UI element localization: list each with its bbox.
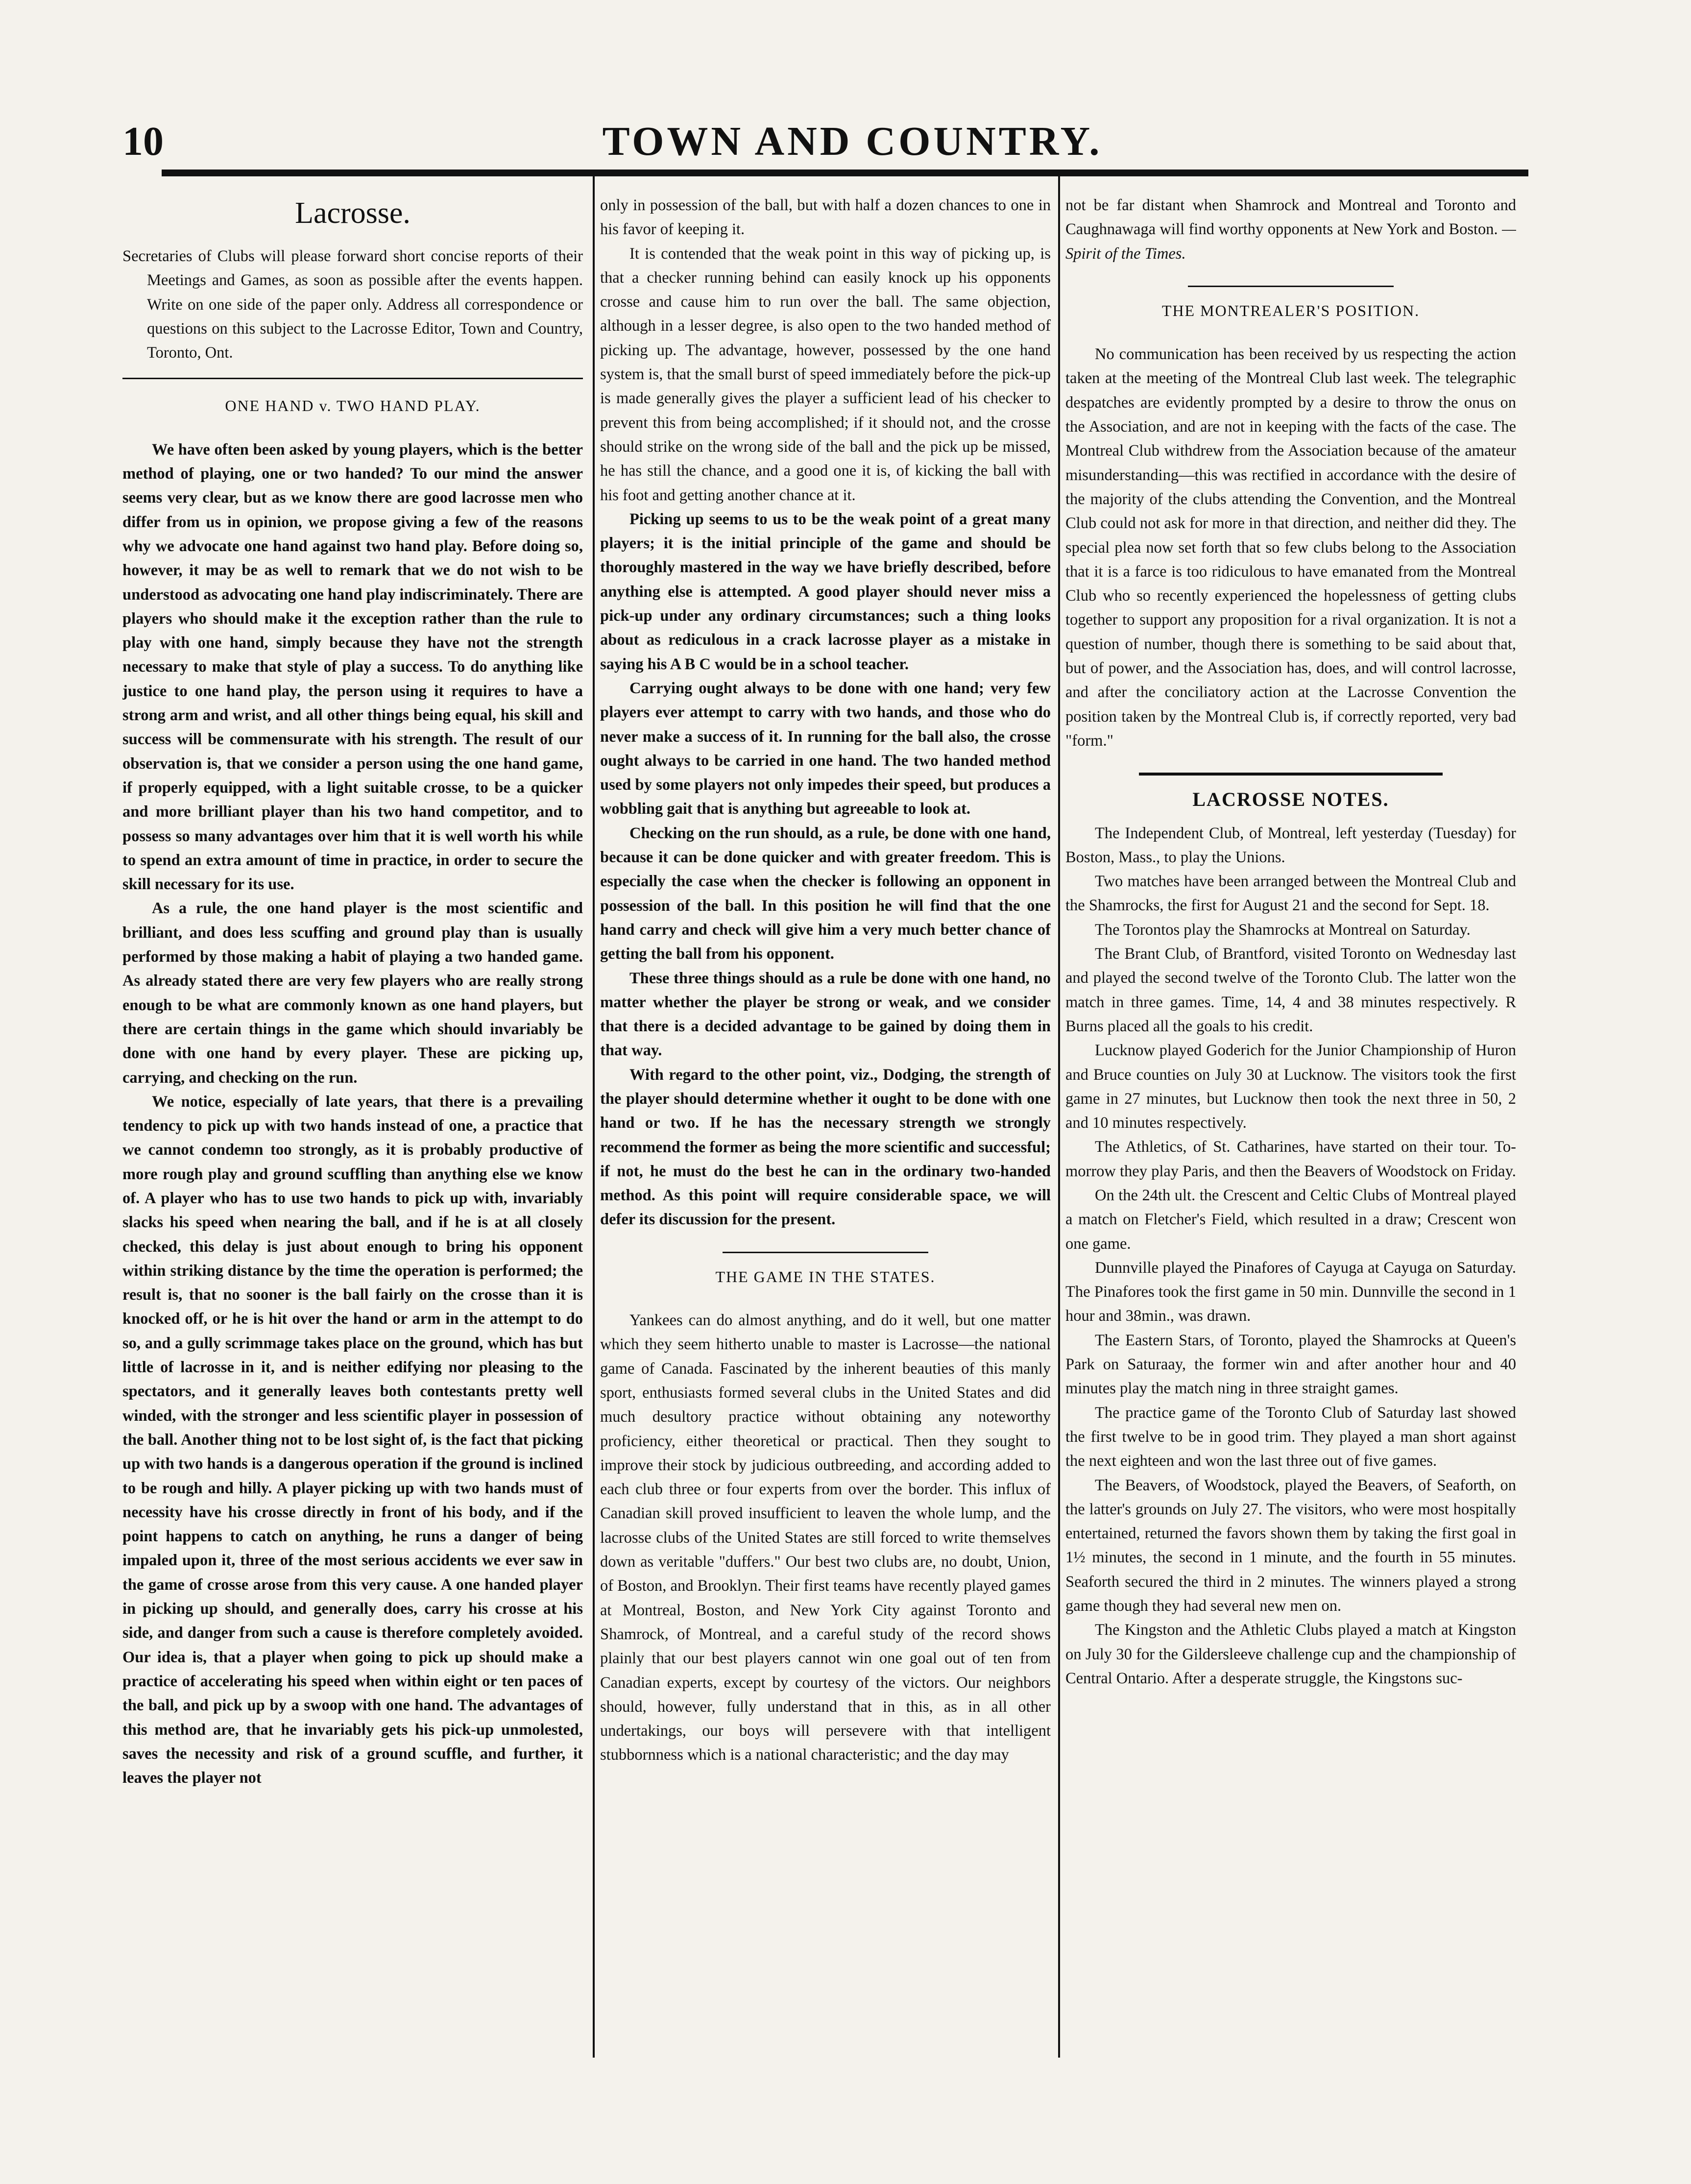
note-item: Two matches have been arranged between the Montreal Club and the Shamrocks, the first for August 21 and the second for Sept. 18. (1065, 873, 1516, 915)
continuation-body: not be far distant when Shamrock and Montreal and Toronto and Caughnawaga will find worthy opponents at New York and Boston. (1065, 196, 1516, 239)
note-item: The practice game of the Toronto Club of Saturday last showed the first twelve to be in good trim. They played a man short against the next eighteen and won the last three out of five games. (1065, 1404, 1516, 1470)
article-paragraph: As a rule, the one hand player is the most scientific and brilliant, and does less scuffing and ground play than is usually performed by those making a habit of playing a two handed game. As already stated there are very few players who are really strong enough to be what are commonly known as one hand players, but there are certain things in the game which should invariably be done with one hand by every player. These are picking up, carrying, and checking on the run. (122, 899, 583, 1087)
article-paragraph: With regard to the other point, viz., Dodging, the strength of the player should determine whether it ought to be done with one hand or two. If he has the necessary strength we strongly recommend the former as being the more scientific and successful; if not, he must do the best he can in the ordinary two-handed method. As this point will require considerable space, we will defer its discussion for the present. (600, 1066, 1051, 1229)
article-paragraph: only in possession of the ball, but with half a dozen chances to one in his favor of keeping it. (600, 196, 1051, 239)
section-separator (1139, 773, 1443, 776)
column-1 (122, 194, 583, 2104)
article-paragraph: It is contended that the weak point in this way of picking up, is that a checker running behind can easily knock up his opponents crosse and cause him to run over the ball. The same objection, although in a lesser degree, is also open to the two handed method of picking up. The advantage, however, possessed by the one hand system is, that the small burst of speed immediately before the pick-up is made generally gives the player a sufficient lead of his checker to prevent this from being accomplished; if it should not, and the crosse should strike on the wrong side of the ball and the pick up be missed, he has still the chance, and a good one it is, of kicking the ball with his foot and getting another chance at it. (600, 244, 1051, 504)
continuation-text (1065, 194, 1516, 266)
page-number: 10 (122, 119, 164, 164)
column-divider-1 (593, 176, 595, 2058)
note-item: Dunnville played the Pinafores of Cayuga at Cayuga on Saturday. The Pinafores took the first game in 50 min. Dunnville the second in 1 hour and 38min., was drawn. (1065, 1259, 1516, 1325)
section-title-montrealer: THE MONTREALER'S POSITION. (1161, 301, 1420, 319)
editorial-notice (122, 244, 583, 379)
section-separator (723, 1252, 928, 1253)
masthead-title: TOWN AND COUNTRY. (602, 119, 1103, 164)
note-item: The Athletics, of St. Catharines, have started on their tour. To-morrow they play Paris, and then the Beavers of Woodstock on Friday. (1065, 1138, 1516, 1180)
note-item: The Kingston and the Athletic Clubs played a match at Kingston on July 30 for the Gildersleeve challenge cup and the championship of Central Ontario. After a desperate struggle, the Kingstons suc- (1065, 1621, 1516, 1687)
note-item: Lucknow played Goderich for the Junior Championship of Huron and Bruce counties on July 30 at Lucknow. The visitors took the first game in 27 minutes, but Lucknow then took the next three in 50, 2 and 10 minutes respectively. (1065, 1042, 1516, 1132)
article-paragraph: Carrying ought always to be done with one hand; very few players ever attempt to carry with two hands, and those who do never make a success of it. In running for the ball also, the crosse ought always to be carried in one hand. The two handed method used by some players not only impedes their speed, but produces a wobbling gait that is anything but agreeable to look at. (600, 679, 1051, 818)
note-item: The Brant Club, of Brantford, visited Toronto on Wednesday last and played the second twelve of the Toronto Club. The latter won the match in three games. Time, 14, 4 and 38 minutes respectively. R Burns placed all the goals to his credit. (1065, 945, 1516, 1035)
note-item: The Torontos play the Shamrocks at Montreal on Saturday. (1095, 921, 1471, 939)
lacrosse-title: Lacrosse. (295, 196, 411, 230)
continuation-source: —Spirit of the Times. (1065, 220, 1516, 263)
note-item: On the 24th ult. the Crescent and Celtic Clubs of Montreal played a match on Fletcher's Field, which resulted in a draw; Crescent won one game. (1065, 1186, 1516, 1253)
article-paragraph: We notice, especially of late years, that there is a prevailing tendency to pick up with two hands instead of one, a practice that we cannot condemn too strongly, as it is probably productive of more rough play and ground scuffling than anything else we know of. A player who has to use two hands to pick up with, invariably slacks his speed when nearing the ball, and if he is at all closely checked, this delay is just about enough to bring his opponent within striking distance by the time the operation is performed; the result is, that no sooner is the ball fairly on the crosse than it is knocked off, or he is hit over the hand or arm in the attempt to do so, and a gully scrimmage takes place on the ground, which has but little of lacrosse in it, and is neither edifying nor pleasing to the spectators, and it generally leaves both contestants pretty well winded, with the stronger and less scientific player in possession of the ball. Another thing not to be lost sight of, is the fact that picking up with two hands is a dangerous operation if the ground is inclined to be rough and hilly. A player picking up with two hands must of necessity have his crosse directly in front of his body, and if the point happens to catch on anything, he runs a danger of being impaled upon it, three of the most serious accidents we ever saw in the game of crosse arose from this very cause. A one handed player in picking up should, and generally does, carry his crosse at his side, and danger from such a cause is therefore completely avoided. Our idea is, that a player when going to pick up should make a practice of accelerating his speed when within eight or ten paces of the ball, and pick up by a swoop with one hand. The advantages of this method are, that he invariably gets his pick-up unmolested, saves the necessity and risk of a ground scuffle, and further, it leaves the player not (122, 1092, 583, 1787)
column-divider-2 (1058, 176, 1060, 2058)
note-item: The Independent Club, of Montreal, left yesterday (Tuesday) for Boston, Mass., to play the Unions. (1065, 824, 1516, 866)
article-paragraph: Picking up seems to us to be the weak point of a great many players; it is the initial principle of the game and should be thoroughly mastered in the way we have briefly described, before anything else is attempted. A good player should never miss a pick-up under any ordinary circumstances; such a thing looks about as rediculous in a crack lacrosse player as a mistake in saying his A B C would be in a school teacher. (600, 510, 1051, 673)
section-title-one-hand: ONE HAND v. TWO HAND PLAY. (225, 397, 481, 415)
column-2 (600, 194, 1051, 2104)
notice-text: Secretaries of Clubs will please forward short concise reports of their Meetings and Games, as soon as possible after the events happen. Write on one side of the paper only. Address all correspondence or questions on this subject to the Lacrosse Editor, Town and Country, Toronto, Ont. (122, 247, 583, 362)
article-paragraph: We have often been asked by young players, which is the better method of playing, one or two handed? To our mind the answer seems very clear, but as we know there are good lacrosse men who differ from us in opinion, we propose giving a few of the reasons why we advocate one hand against two hand play. Before doing so, however, it may be as well to remark that we do not wish to be understood as advocating one hand play indiscriminately. There are players who should make it the exception rather than the rule to play with one hand, simply because they have not the strength necessary to make that style of play a success. To do anything like justice to one hand play, the person using it requires to have a strong arm and wrist, and all other things being equal, his skill and success will be commensurate with his strength. The result of our observation is, that we consider a person using the one hand game, if properly equipped, with a light suitable crosse, to be a quicker and more brilliant player than his two hand competitor, and to possess so many advantages over him that it is well worth his while to spend an extra amount of time in practice, in order to secure the skill necessary for its use. (122, 440, 583, 894)
article-paragraph: Yankees can do almost anything, and do it well, but one matter which they seem hitherto unable to master is Lacrosse—the national game of Canada. Fascinated by the inherent beauties of this manly sport, enthusiasts formed several clubs in the United States and did much desultory practice without obtaining any noteworthy proficiency, either theoretical or practical. Then they sought to improve their stock by judicious outbreeding, and according added to each club three or four experts from over the border. This influx of Canadian skill proved insufficient to leaven the whole lump, and the lacrosse clubs of the United States are still forced to write themselves down as veritable "duffers." Our best two clubs are, no doubt, Union, of Boston, and Brooklyn. Their first teams have recently played games at Montreal, Boston, and New York City against Toronto and Shamrock, of Montreal, and a careful study of the record shows plainly that our best players cannot win one goal out of ten from Canadian experts, except by courtesy of the victors. Our neighbors should, however, fully understand that in this, as in all other undertakings, our boys will persevere with that intelligent stubbornness which is a national characteristic; and the day may (600, 1311, 1051, 1764)
article-paragraph: No communication has been received by us respecting the action taken at the meeting of the Montreal Club last week. The telegraphic despatches are evidently prompted by a desire to throw the onus on the Association, and are not in keeping with the facts of the case. The Montreal Club withdrew from the Association because of the amateur misunderstanding—this was rectified in accordance with the desire of the majority of the clubs attending the Convention, and the Montreal Club could not ask for more in that direction, and neither did they. The special plea now set forth that so few clubs belong to the Association that it is a farce is too ridiculous to have emanated from the Montreal Club who so recently experienced the hopelessness of getting clubs together to support any proposition for a rival organization. It is not a question of number, though there is something to be said about that, but of power, and the Association has, does, and will control lacrosse, and after the conciliatory action at the Lacrosse Convention the position taken by the Montreal Club is, if correctly reported, very bad "form." (1065, 345, 1516, 750)
article-paragraph: These three things should as a rule be done with one hand, no matter whether the player be strong or weak, and we consider that there is a decided advantage to be gained by doing them in that way. (600, 969, 1051, 1060)
column-3 (1065, 194, 1516, 2104)
note-item: The Eastern Stars, of Toronto, played the Shamrocks at Queen's Park on Saturaay, the former win and after another hour and 40 minutes play the match ning in three straight games. (1065, 1331, 1516, 1398)
masthead-rule (162, 170, 1528, 176)
section-separator (1188, 286, 1394, 287)
note-item: The Beavers, of Woodstock, played the Beavers, of Seaforth, on the latter's grounds on July 27. The visitors, who were most hospitally entertained, returned the favors shown them by taking the first goal in 1½ minutes, the second in 1 minute, and the fourth in 55 minutes. Seaforth secured the third in 2 minutes. The winners played a strong game though they had several new men on. (1065, 1476, 1516, 1615)
section-title-states: THE GAME IN THE STATES. (715, 1267, 936, 1286)
article-paragraph: Checking on the run should, as a rule, be done with one hand, because it can be done quicker and with greater freedom. This is especially the case when the checker is following an opponent in possession of the ball. In this position he will find that the one hand carry and check will give him a very much better chance of getting the ball from his opponent. (600, 824, 1051, 963)
section-title-notes: LACROSSE NOTES. (1192, 788, 1389, 811)
